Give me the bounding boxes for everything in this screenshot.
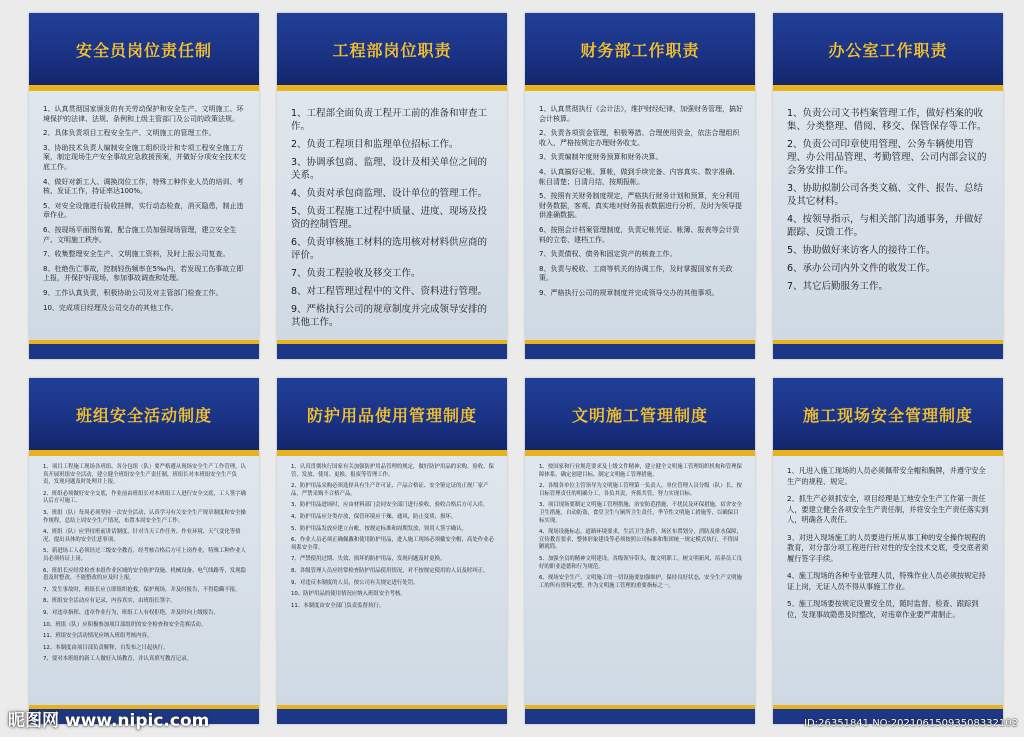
list-item: 7、发生事故时，班组长应立即组织抢救，保护现场，并及时报告，不得隐瞒不报。 (43, 586, 241, 593)
list-item: 7、要对本班组的新工人做好入场教育，并认真填写教育记录。 (43, 656, 192, 663)
board-civilized-construction (525, 378, 755, 724)
duty-list (787, 107, 991, 293)
board-team-safety (29, 378, 259, 724)
board-header (277, 378, 507, 456)
duty-list (43, 105, 247, 313)
list-item: 9、严格执行公司的规章制度并完成领导安排的其他工作。 (291, 304, 488, 328)
board-site-safety (773, 378, 1003, 724)
list-item: 2、班组必须做好安全交底，作业前由班组长对本班组工人进行安全交底，工人签字确认后方可施工。 (43, 490, 246, 505)
board-body (773, 91, 1003, 340)
board-body (29, 456, 259, 705)
list-item: 3、班组（队）每周必须坚持一次安全活动，认真学习有关安全生产规章制度和安全操作规程，总结上周安全生产情况，布置本周安全生产工作。 (43, 509, 246, 524)
board-title: 财务部工作职责 (580, 40, 700, 60)
list-item: 7、负责债权、债务和固定资产的核查工作。 (539, 250, 677, 259)
list-item: 5、加强全员的精神文明建设，各级领导带头，做文明职工，树文明新风，培养员工良好的职业道德和行为规范。 (539, 555, 742, 570)
list-item: 9、对违章指挥、违章作业行为，班组工人有权拒绝，并及时向上级报告。 (43, 609, 219, 616)
list-item: 4、防护用品应分类存放，保管环境应干燥、通风，防止变质、损坏。 (291, 513, 457, 520)
board-title: 安全员岗位责任制 (75, 40, 212, 60)
board-footer (525, 705, 755, 724)
board-body (29, 91, 259, 340)
list-item: 2、各级各单位主管领导为文明施工管理第一负责人，单位管理人员分级（队）长，按目标管理责任的明确分工，各负其责，齐抓共管，努力实现目标。 (539, 483, 742, 497)
list-item: 5、按照有关财务制度规定，严格执行财务计划和预算，充分利用财务数据，客观、真实地对财务报表数据进行分析，及时为领导提供准确数据。 (539, 192, 742, 220)
list-item: 1、认真贯彻执行国家有关加强防护用品管理的规定，做好防护用品的采购、验收、保管、发放、使用、更换、报废等管理工作。 (291, 464, 494, 478)
board-finance (525, 13, 755, 359)
duty-list (291, 464, 495, 610)
list-item: 11、班组安全活动情况应纳入班组考核内容。 (43, 633, 153, 640)
list-item: 4、班组（队）应坚持班前讲话制度，针对当天工作任务、作业环境、天气变化等情况，提出具体的安全注意事项。 (43, 529, 241, 543)
list-item: 3、防护用品进场时，应由材料部门会同安全部门进行验收，验收合格后方可入库。 (291, 502, 489, 509)
list-item: 7、严禁使用过期、失效、损坏的防护用品，发现问题及时更换。 (291, 556, 446, 563)
list-item: 3、项目现场要制定文明施工管理措施，治安防范措施、不扰民及环保措施，宿舍安全卫生措施，自动防盗，食堂卫生与厕所卫生责任，季节性文明施工措施等，以确保目标实现。 (539, 502, 742, 524)
board-body (277, 91, 507, 340)
list-item: 2、负责各项资金管理，积极筹措、合理使用资金，依法合理组织收入，严格按规定办理财务收支。 (539, 129, 740, 147)
list-item: 2、负责公司印章使用管理、公务车辆使用管理、办公用品管理、考勤管理、公司内部会议的会务安排工作。 (787, 139, 987, 176)
list-item: 3、协助技术负责人编制安全施工组织设计和专项工程安全施工方案，制定现场生产安全事故应急救援预案，并做好分项安全技术交底工作。 (43, 143, 246, 171)
list-item: 1、按国家和行业规范要求及上级文件精神，建立健全文明施工管理组织机构和管理保障体系，确定创建目标，制定文明施工管理措施。 (539, 464, 742, 478)
list-item: 4、做好对新工人、调换岗位工作，特殊工种作业人员的培训、考核、发证工作，持证率达100%。 (43, 177, 244, 196)
list-item: 4、现场设施标志，道路环境要求，生活卫生条件，场区布置划分，消防及排水保障，宣传教育要求，整体形象建设等必须按照公司标准和集团统一规定模式执行，不得因陋就简。 (539, 529, 742, 551)
board-footer (277, 705, 507, 724)
board-safety-officer (29, 13, 259, 359)
duty-list (539, 464, 743, 590)
board-protective-gear (277, 378, 507, 724)
list-item: 6、作业人员必须正确佩戴和使用防护用品，进入施工现场必须戴安全帽，高处作业必须系安全带。 (291, 537, 494, 551)
list-item: 4、认真搞好记帐、算帐，做到手续完备、内容真实、数字准确、帐目清楚；日清月结，按期报帐。 (539, 167, 740, 186)
list-item: 4、施工现场的各种专业管理人员，特殊作业人员必须按规定持证上岗，无证人员不得从事施工作业。 (787, 571, 986, 591)
list-item: 1、凡进入施工现场的人员必须佩带安全帽和胸牌，并遵守安全生产的规程、规定。 (787, 466, 986, 486)
list-item: 1、认真贯彻执行《会计法》，维护财经纪律，加强财务管理，搞好会计核算。 (539, 105, 743, 123)
board-header (29, 378, 259, 456)
list-item: 10、完成项目经理及公司交办的其他工作。 (43, 303, 178, 312)
list-item: 2、防护用品采购必须选择具有生产许可证、产品合格证、安全鉴定证的正规厂家产品，严禁采购不合格产品。 (291, 483, 489, 497)
list-item: 5、协助做好来访客人的接待工作。 (787, 245, 936, 256)
board-footer (29, 340, 259, 359)
list-item: 1、项目工程施工现场各班组、各分包组（队）要严格遵从现场安全生产工作管理，认真开展班组安全活动，建立健全班组安全生产责任制，班组长对本班组安全生产负责，发现问题及时处理并上报。 (43, 464, 246, 486)
board-header (773, 13, 1003, 91)
list-item: 5、负责工程施工过程中质量、进度、现场及投资的控制管理。 (291, 206, 488, 230)
board-footer (277, 340, 507, 359)
list-item: 11、本制度由安全部门负责监督执行。 (291, 602, 385, 609)
board-title: 防护用品使用管理制度 (306, 405, 477, 425)
list-item: 8、对工程管理过程中的文件、资料进行管理。 (291, 286, 488, 297)
list-item: 7、其它后勤服务工作。 (787, 281, 889, 292)
board-title: 班组安全活动制度 (75, 405, 212, 425)
board-title: 工程部岗位职责 (332, 40, 452, 60)
board-title: 施工现场安全管理制度 (802, 405, 973, 425)
board-office (773, 13, 1003, 359)
board-body (277, 456, 507, 705)
list-item: 6、按照会计档案管理制度，负责记帐凭证、帐簿、报表等会计资料的立卷、建档工作。 (539, 225, 740, 244)
board-title: 文明施工管理制度 (571, 405, 708, 425)
board-engineering (277, 13, 507, 359)
list-item: 1、工程部全面负责工程开工前的准备和审查工作。 (291, 108, 488, 132)
list-item: 6、现场安全生产、文明施工的一切设施要加强维护，保持良好状态，安全生产文明施工的所有资料完整，作为文明施工管理的重要指标之一。 (539, 575, 742, 589)
list-item: 5、新进场工人必须经过三级安全教育，经考核合格后方可上岗作业，特殊工种作业人员必须持证上岗。 (43, 548, 246, 562)
board-body (773, 456, 1003, 705)
list-item: 8、班组安全活动应有记录，内容真实，由班组长签字。 (43, 598, 176, 605)
list-item: 5、防护用品发放应建立台帐，按规定标准和周期发放，领用人签字确认。 (291, 525, 467, 532)
duty-list (43, 464, 247, 664)
list-item: 5、对安全设施进行验收挂牌，实行动态检查，消灭隐患，制止违章作业。 (43, 201, 244, 220)
list-item: 7、负责工程验收及移交工作。 (291, 268, 421, 279)
board-body (525, 91, 755, 340)
list-item: 4、按领导指示，与相关部门沟通事务，并做好跟踪、反馈工作。 (787, 214, 984, 238)
board-header (29, 13, 259, 91)
duty-list (539, 105, 743, 299)
list-item: 3、对进入现场施工的人员要进行所从事工种的安全操作规程的教育，对分部分项工程进行针对性的安全技术交底，受交底者须履行签字手续。 (787, 532, 989, 563)
board-footer (525, 340, 755, 359)
list-item: 5、施工现场要按规定设置安全员，随时监督、检查、跟踪到位，发现事故隐患及时整改，对违章作业要严肃制止。 (787, 599, 979, 619)
list-item: 9、工作认真负责，积极协助公司及对主管部门检查工作。 (43, 288, 223, 297)
list-item: 10、班组（队）应积极参加项目部组织的安全检查和安全竞赛活动。 (43, 621, 207, 628)
list-item: 6、承办公司内外文件的收发工作。 (787, 263, 936, 274)
image-id-watermark: ID:26351841 NO:20210615093508332102 (804, 718, 1018, 729)
list-item: 2、具体负责项目工程安全生产、文明施工的管理工作。 (43, 129, 216, 138)
site-watermark: 昵图网 www.nipic.com (8, 711, 210, 731)
board-body (525, 456, 755, 705)
list-item: 9、严格执行公司的规章制度并完成领导交办的其他事项。 (539, 288, 719, 297)
list-item: 10、防护用品的使用情况应纳入班组安全考核。 (291, 591, 406, 598)
list-item: 12、本制度由项目部负责解释，自发布之日起执行。 (43, 644, 169, 651)
list-item: 3、协助拟制公司各类文稿、文件、报告、总结及其它材料。 (787, 183, 984, 207)
board-header (525, 13, 755, 91)
list-item: 2、负责工程项目和监理单位招标工作。 (291, 139, 459, 150)
list-item: 6、负责审核施工材料的选用核对材料供应商的评价。 (291, 237, 488, 261)
board-footer (773, 340, 1003, 359)
list-item: 3、协调承包商、监理、设计及相关单位之间的关系。 (291, 157, 488, 181)
list-item: 1、认真贯彻国家颁发的有关劳动保护和安全生产、文明施工、环境保护的法律、法规、条例和上级主管部门及公司的政策法规。 (43, 105, 244, 123)
board-header (277, 13, 507, 91)
board-header (773, 378, 1003, 456)
duty-list (291, 107, 495, 329)
board-header (525, 378, 755, 456)
list-item: 8、杜绝伤亡事故，控制轻伤频率在5‰内，若发现工伤事故立即上报，并保护好现场，参加事故调查和处理。 (43, 264, 244, 283)
list-item: 7、收集整理安全生产、文明施工资料，及时上报公司复查。 (43, 250, 230, 259)
list-item: 2、抓生产必须抓安全，项目经理是工地安全生产工作第一责任人，要建立健全各项安全生产责任制，并将安全生产责任落实到人，明确各人责任。 (787, 494, 989, 524)
list-item: 4、负责对承包商监理、设计单位的管理工作。 (291, 188, 488, 199)
list-item: 6、按现场平面图布置，配合施工员加强现场管理，建立安全生产、文明施工秩序。 (43, 225, 237, 244)
list-item: 8、负责与税收、工商等机关的协调工作，及时掌握国家有关政策。 (539, 264, 733, 283)
list-item: 3、负责编制年度财务预算和财务决算。 (539, 153, 663, 162)
board-title: 办公室工作职责 (828, 40, 948, 60)
duty-list (787, 466, 991, 620)
list-item: 6、班组长应经常检查本组作业区域的安全防护设施、机械设备、电气线路等，发现隐患及时整改，不能整改的应及时上报。 (43, 567, 246, 582)
list-item: 8、各级管理人员应经常检查防护用品使用情况，对不按规定使用的人员及时纠正。 (291, 567, 489, 574)
list-item: 1、负责公司文书档案管理工作，做好档案的收集、分类整理、借阅、移交、保管保存等工作。 (787, 108, 987, 132)
list-item: 9、对违反本制度的人员，按公司有关规定进行处罚。 (291, 579, 419, 586)
